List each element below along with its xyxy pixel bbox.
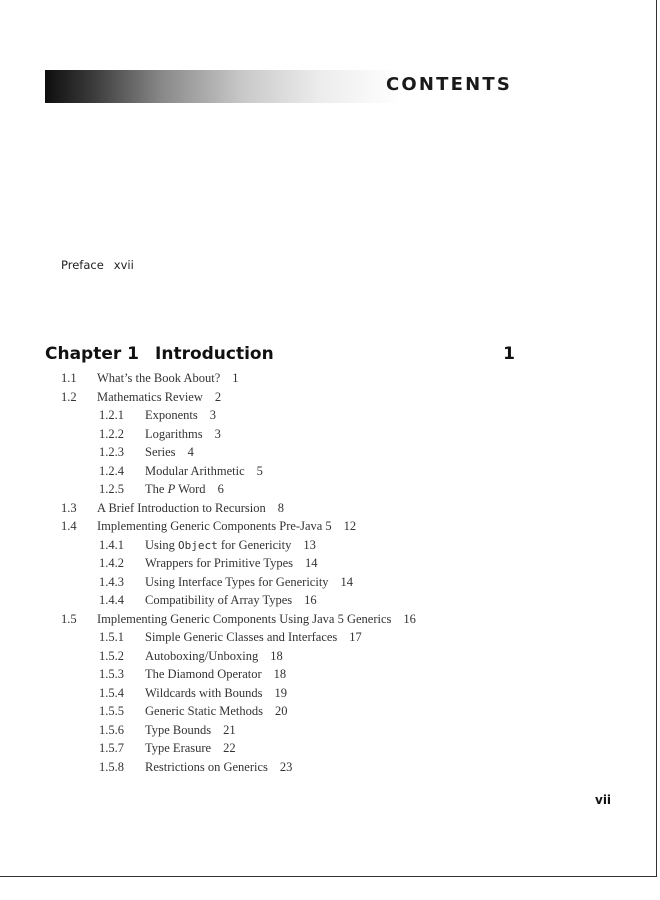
toc-entry-page: 8 [277,500,284,515]
toc-subsection-entry[interactable] [0,480,600,499]
toc-entry-title-text: Generic Static Methods [145,704,264,718]
toc-entry-page: 22 [223,741,236,755]
toc-entry-title [145,628,362,647]
toc-entry-page: 14 [340,574,354,589]
toc-entry-page: 16 [403,611,416,626]
toc-entry-number: 1.5.2 [99,648,124,663]
toc-entry-page: 13 [303,537,316,552]
toc-entry-title [145,536,316,556]
toc-entry-title-text: Simple Generic Classes and Interfaces [145,630,338,644]
toc-entry-title [145,480,224,499]
toc-entry-title [145,684,287,703]
contents-title: CONTENTS [385,74,512,95]
toc-entry-title-text: Word [175,482,206,496]
toc-entry-title-text: The [145,482,168,496]
toc-entry-title-text: Series [145,445,176,459]
toc-entry-title [145,758,292,777]
toc-entry-page: 20 [275,704,288,718]
toc-entry-title [145,554,318,573]
toc-entry-title-text: Using Interface Types for Genericity [145,574,329,589]
chapter-number: Chapter 1 [45,344,140,364]
toc-list [0,369,600,776]
toc-entry-number: 1.5.4 [99,685,124,700]
toc-entry-title-text: The Diamond Operator [145,667,262,681]
toc-entry-title [145,462,263,481]
toc-entry-number: 1.2.5 [99,482,124,496]
toc-entry-title [145,591,317,610]
toc-subsection-entry[interactable] [0,721,600,740]
chapter-page: 1 [503,344,515,364]
toc-entry-title [97,388,221,407]
toc-entry-title-text: Autoboxing/Unboxing [145,648,259,663]
toc-entry-title-text: Wildcards with Bounds [145,685,263,700]
toc-subsection-entry[interactable] [0,425,600,444]
toc-entry-title-text: Type Bounds [145,722,212,737]
toc-entry-page: 19 [274,685,288,700]
page-number: vii [595,793,612,807]
toc-entry-page: 3 [214,426,221,441]
toc-entry-number: 1.5.8 [99,759,124,774]
toc-subsection-entry[interactable] [0,758,600,777]
toc-entry-page: 17 [349,630,362,644]
toc-entry-title-text: Implementing Generic Components Using Java 5 Generics [97,611,392,626]
toc-entry-title [145,665,286,684]
toc-entry-title-text: Compatibility of Array Types [145,593,293,607]
toc-entry-title [97,517,356,536]
toc-subsection-entry[interactable] [0,443,600,462]
toc-entry-number: 1.3 [61,500,77,515]
toc-entry-page: 18 [270,648,283,663]
toc-entry-title [145,647,283,666]
toc-entry-title [145,406,216,425]
toc-entry-page: 12 [343,519,357,533]
toc-entry-title-text: Restrictions on Generics [145,759,268,774]
toc-subsection-entry[interactable] [0,462,600,481]
toc-entry-title [97,369,239,388]
toc-subsection-entry[interactable] [0,665,600,684]
toc-entry-number: 1.2.4 [99,463,124,478]
toc-subsection-entry[interactable] [0,536,600,555]
toc-entry-page: 2 [214,389,222,404]
toc-subsection-entry[interactable] [0,647,600,666]
toc-subsection-entry[interactable] [0,628,600,647]
toc-entry-number: 1.1 [61,371,77,385]
toc-entry-number: 1.5.3 [99,667,124,681]
chapter-heading[interactable] [45,344,515,364]
toc-entry-number: 1.2.2 [99,426,124,441]
toc-entry-title-text: Exponents [145,408,198,422]
toc-entry-title-text: Logarithms [145,426,203,441]
toc-section-entry[interactable] [0,610,600,629]
toc-entry-number: 1.5 [61,611,77,626]
toc-subsection-entry[interactable] [0,684,600,703]
preface-entry[interactable] [61,258,134,272]
toc-entry-page: 16 [304,593,317,607]
toc-entry-page: 14 [305,556,318,570]
toc-entry-number: 1.5.6 [99,722,124,737]
toc-subsection-entry[interactable] [0,554,600,573]
toc-section-entry[interactable] [0,517,600,536]
preface-page: xvii [113,258,134,272]
toc-entry-title [97,610,416,629]
toc-entry-title [145,739,236,758]
toc-entry-title-text: Using [145,537,178,552]
toc-entry-title [145,702,288,721]
toc-section-entry[interactable] [0,499,600,518]
toc-entry-page: 4 [187,445,194,459]
toc-entry-title [145,443,194,462]
toc-entry-title-text: for Genericity [217,537,292,552]
toc-entry-number: 1.4 [61,519,77,533]
toc-section-entry[interactable] [0,388,600,407]
toc-entry-title [145,573,353,592]
toc-entry-page: 6 [217,482,224,496]
toc-section-entry[interactable] [0,369,600,388]
toc-entry-title-code: Object [178,538,218,552]
toc-entry-number: 1.5.7 [99,741,124,755]
toc-subsection-entry[interactable] [0,739,600,758]
toc-subsection-entry[interactable] [0,702,600,721]
toc-entry-title [97,499,284,518]
toc-entry-page: 5 [256,463,263,478]
toc-entry-title-text: Implementing Generic Components Pre-Java 5 [97,519,332,533]
toc-entry-number: 1.4.1 [99,537,124,552]
toc-entry-number: 1.2.3 [99,445,124,459]
toc-entry-number: 1.2 [61,389,77,404]
toc-entry-page: 1 [232,371,239,385]
toc-entry-number: 1.5.5 [99,704,124,718]
toc-entry-number: 1.4.4 [99,593,124,607]
toc-entry-page: 18 [273,667,287,681]
toc-entry-title-text: Wrappers for Primitive Types [145,556,294,570]
toc-entry-title-text: Modular Arithmetic [145,463,245,478]
toc-subsection-entry[interactable] [0,406,600,425]
contents-banner [45,70,518,103]
toc-entry-title [145,721,236,740]
toc-entry-number: 1.2.1 [99,408,124,422]
toc-entry-number: 1.4.3 [99,574,124,589]
toc-entry-number: 1.5.1 [99,630,124,644]
toc-entry-title-text: What’s the Book About? [97,371,221,385]
chapter-title: Introduction [155,344,274,364]
toc-subsection-entry[interactable] [0,573,600,592]
toc-entry-title-text: Type Erasure [145,741,212,755]
toc-entry-title-text: A Brief Introduction to Recursion [97,500,266,515]
toc-entry-number: 1.4.2 [99,556,124,570]
toc-entry-page: 3 [209,408,217,422]
toc-entry-page: 23 [279,759,293,774]
toc-entry-title [145,425,221,444]
toc-entry-title-text: Mathematics Review [97,389,203,404]
toc-entry-title-italic: P [167,482,176,496]
toc-entry-page: 21 [223,722,236,737]
preface-label: Preface [61,258,104,272]
toc-subsection-entry[interactable] [0,591,600,610]
